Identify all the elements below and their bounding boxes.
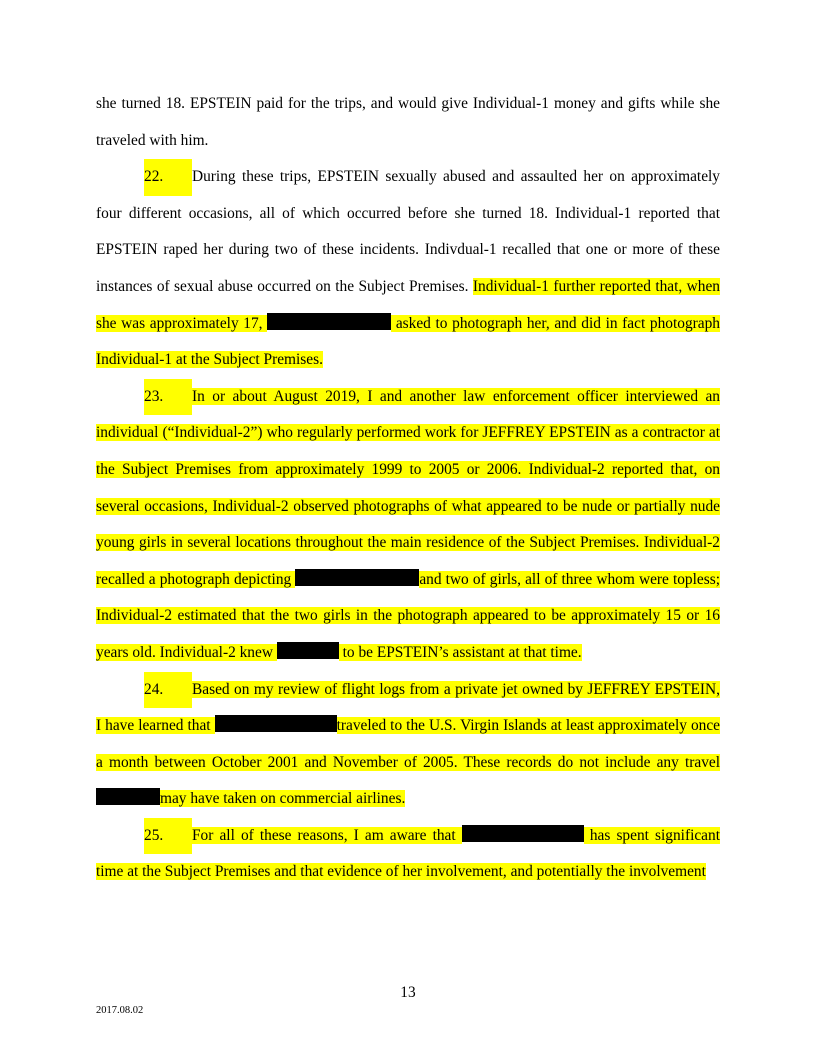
paragraph-23 xyxy=(96,379,720,672)
highlighted-text: Based on my review of flight logs from a private jet owned by JEFFREY EPSTEIN, I have learned that xyxy=(96,680,720,735)
document-code: 2017.08.02 xyxy=(96,1005,144,1016)
highlighted-text: In or about August 2019, I and another law enforcement officer interviewed an individual (“Individual-2”) who regularly performed work for JEFFREY EPSTEIN as a contractor at the Subject Premises from approximately 1999 to 2005 or 2006. Individual-2 reported that, on several occasions, Individual-2 observed photographs of what appeared to be nude or partially nude young girls in several locations throughout the main residence of the Subject Premises. Individual-2 recalled a photograph depicting xyxy=(96,387,720,588)
paragraph-text: she turned 18. EPSTEIN paid for the trips, and would give Individual-1 money and gifts while she traveled with him. xyxy=(96,95,720,149)
redaction-block xyxy=(277,642,339,659)
highlighted-text: traveled to the U.S. Virgin Islands at least approximately once a month between October 2001 and November of 2005. These records do not include any travel xyxy=(96,717,720,771)
paragraph-24 xyxy=(96,672,720,818)
document-body xyxy=(96,86,720,891)
paragraph-number: 23. xyxy=(144,379,192,416)
highlighted-text: to be EPSTEIN’s assistant at that time. xyxy=(338,643,582,661)
paragraph-22 xyxy=(96,159,720,379)
highlighted-text: and two of girls, all of three whom were topless; Individual-2 estimated that the two girls in the photograph appeared to be approximately 15 or 16 years old. Individual-2 knew xyxy=(96,570,720,661)
paragraph-25 xyxy=(96,818,720,891)
highlighted-text: asked to photograph her, and did in fact photograph Individual-1 at the Subject Premises. xyxy=(96,314,720,369)
highlighted-text: has spent significant time at the Subject Premises and that evidence of her involvement, and potentially the involvement xyxy=(96,826,720,881)
paragraph-number: 24. xyxy=(144,672,192,709)
redaction-block xyxy=(267,313,391,330)
highlighted-text: may have taken on commercial airlines. xyxy=(160,790,406,808)
redaction-block xyxy=(295,569,419,586)
redaction-block xyxy=(215,715,337,732)
paragraph-number: 25. xyxy=(144,818,192,855)
redaction-block xyxy=(96,788,160,805)
highlighted-text: For all of these reasons, I am aware that xyxy=(192,826,462,844)
page-number: 13 xyxy=(400,984,416,1001)
paragraph-text: During these trips, EPSTEIN sexually abused and assaulted her on approximately four different occasions, all of which occurred before she turned 18. Individual-1 reported that EPSTEIN raped her during two of these incidents. Indivdual-1 recalled that one or more of these instances of sexual abuse occurred on the Subject Premises. xyxy=(96,168,720,295)
highlighted-text: Individual-1 further reported that, when she was approximately 17, xyxy=(96,277,720,332)
paragraph-number: 22. xyxy=(144,159,192,196)
redaction-block xyxy=(462,825,584,842)
paragraph-21-continued xyxy=(96,86,720,159)
